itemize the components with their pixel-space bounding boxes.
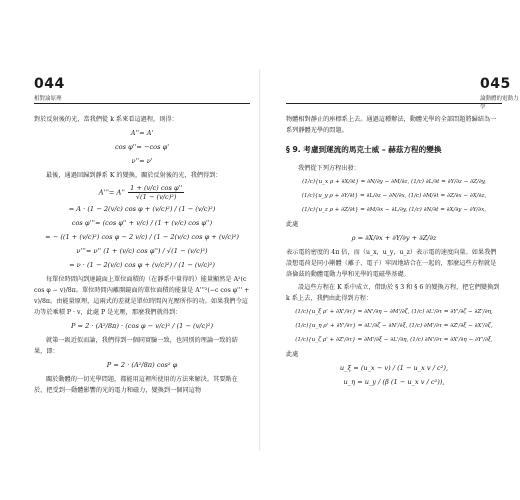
equation: (1/c){u_z ρ + ∂Z/∂t} = ∂M/∂x − ∂L/∂y, (1/c) ∂N/∂t = ∂X/∂y − ∂Y/∂x, — [301, 207, 487, 213]
equation: u_ξ = (u_x − v) / (1 − u_x v / c²), — [339, 364, 449, 372]
equation: (1/c){u_ζ ρ' + ∂Z'/∂τ} = ∂M'/∂ξ − ∂L'/∂η, (1/c) ∂N'/∂τ = ∂X'/∂η − ∂Y'/∂ξ, — [295, 337, 493, 343]
fraction — [128, 184, 184, 201]
page-number: 044 — [34, 76, 65, 92]
running-title: 論動體的電動力學 — [480, 96, 519, 110]
paragraph: 表示電的密度的 4π 倍，而（u_x，u_y，u_z）表示電的速度向量。如果我們設想電荷是同小剛體（離子、電子）牢固地結合在一起的，那麼這些方程就是洛倫茲的動體電動力學和光學的電磁學基礎。 — [286, 249, 497, 278]
equation: (1/c){u_x ρ + ∂X/∂t} = ∂N/∂y − ∂M/∂z, (1/c) ∂L/∂t = ∂Y/∂z − ∂Z/∂y, — [302, 179, 486, 185]
paragraph: 此處 — [286, 221, 299, 228]
paragraph: 此處 — [286, 351, 299, 358]
equation: (1/c){u_y ρ + ∂Y/∂t} = ∂L/∂z − ∂N/∂x, (1/c) ∂M/∂t = ∂Z/∂x − ∂X/∂z, — [301, 193, 487, 199]
equation: = − ((1 + (v/c)²) cos φ − 2 v/c) / (1 − 2(v/c) cos φ + (v/c)²) — [45, 233, 239, 241]
paragraph: 關於動體的一切光學問題，都能用這裡所使用的方法來解決。其要點在於，把受到一動體影響的光的電力和磁力，變換到一個同這物 — [34, 376, 238, 394]
equation: (1/c){u_η ρ' + ∂Y'/∂τ} = ∂L'/∂ζ − ∂N'/∂ξ, (1/c) ∂M'/∂τ = ∂Z'/∂ξ − ∂X'/∂ζ, — [295, 323, 493, 329]
running-title: 相對論原理 — [34, 96, 62, 102]
page-body — [286, 114, 502, 391]
paragraph: 我們從下列方程出發： — [298, 165, 360, 172]
page-gutter — [259, 70, 260, 450]
right-page — [272, 0, 520, 500]
page-body — [34, 114, 250, 398]
equation-part: (cos φ'' + v/c) / (1 + (v/c) cos φ'') — [102, 219, 213, 227]
left-page — [8, 0, 258, 500]
equation — [34, 218, 250, 229]
section-heading: § 9. 考慮到運流的馬克士威 – 赫茲方程的變換 — [286, 145, 442, 154]
paragraph: 就第一級近似而論，我們得到一個同實驗一致，也同別的理論一致的結果，即： — [34, 337, 238, 355]
paragraph: 物體相對靜止的座標系上去。通過這種辦法，動體光學的全部問題將歸結為一系列靜體光學的問題。 — [286, 116, 497, 134]
header-rule — [34, 103, 250, 104]
equation-part: ν'''= ν'' — [76, 247, 102, 255]
equation: cos φ''= −cos φ' — [114, 143, 170, 151]
paragraph: 每單位時間內到達鏡面上單位面積的（在靜系中量得的）能量顯然是 A²(c cos φ − v)/8π。單位時間內離開鏡面的單位面積的能量是 A'''²(−c cos φ''' + v)/8π。由能量原理，這兩式的差就是單位時間內光壓所作的功。如果我們令這功等於乘積 P · v，此處 P 是光壓，那麼我們就得到： — [34, 276, 250, 316]
equation: ν''= ν' — [131, 157, 153, 165]
equation: P = 2 · (A²/8π) cos² φ — [106, 361, 178, 369]
paragraph: 最後，通過回歸到靜系 K 的變換，關於反射後的光，我們得到： — [46, 172, 222, 179]
header-rule — [286, 103, 502, 104]
equation-part: A'''= A'' — [98, 188, 125, 197]
equation: u_η = u_y / (β (1 − u_x v / c²)), — [343, 378, 445, 386]
equation: = ν · (1 − 2(v/c) cos φ + (v/c)²) / (1 − (v/c)²) — [69, 261, 215, 269]
denominator: √(1 − (v/c)²) — [135, 193, 177, 201]
page-number: 045 — [480, 76, 511, 92]
equation-part: (1 + (v/c) cos φ'') / √(1 − (v/c)²) — [103, 247, 208, 255]
paragraph: 對於反射後的光，當我們從 k 系來看這過程，則得： — [34, 116, 178, 123]
equation: ρ = ∂X/∂x + ∂Y/∂y + ∂Z/∂z — [351, 234, 437, 242]
equation: A''= A' — [130, 129, 154, 137]
equation: P = 2 · (A²/8π) · (cos φ − v/c)² / (1 − (v/c)²) — [70, 322, 214, 330]
paragraph: 設這些方程在 K 系中成立，借助於 § 3 和 § 6 的變換方程，把它們變換到 k 系上去，我們由此得到方程： — [286, 284, 500, 302]
equation-part: cos φ'''= — [71, 219, 101, 227]
equation — [34, 246, 250, 257]
equation: (1/c){u_ξ ρ' + ∂X'/∂τ} = ∂N'/∂η − ∂M'/∂ζ, (1/c) ∂L'/∂τ = ∂Y'/∂ζ − ∂Z'/∂η, — [295, 309, 493, 315]
equation — [34, 184, 250, 201]
equation: = A · (1 − 2(v/c) cos φ + (v/c)²) / (1 − (v/c)²) — [68, 205, 216, 213]
numerator: 1 + (v/c) cos φ'' — [130, 184, 183, 192]
